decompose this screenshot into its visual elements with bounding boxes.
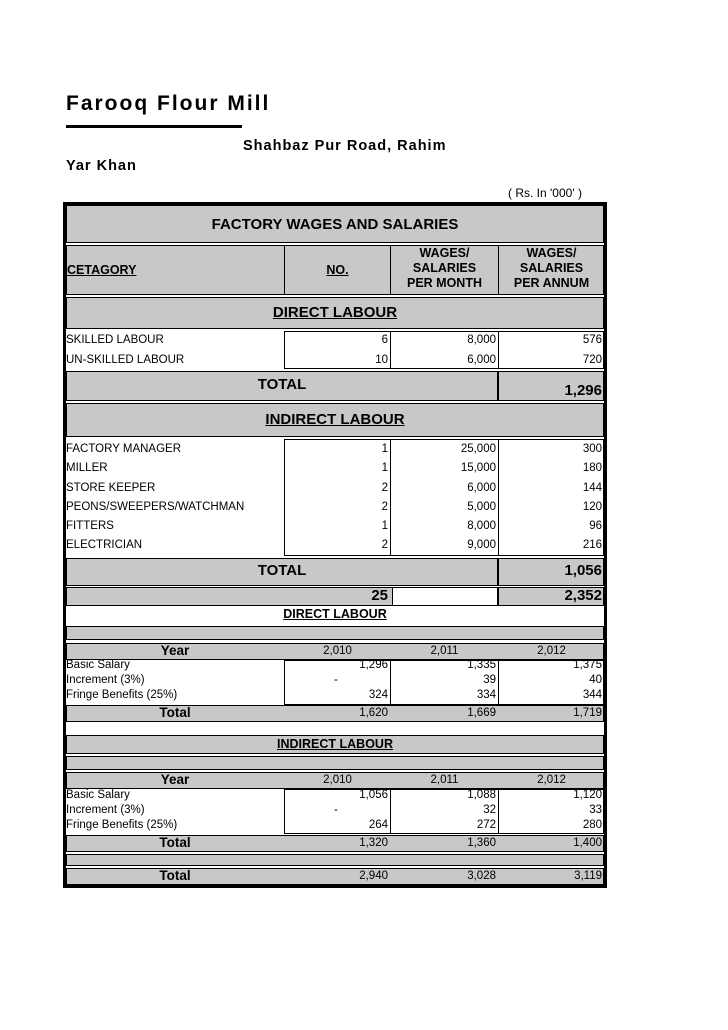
projection-indirect-total-label: Total bbox=[159, 835, 191, 850]
table-title: FACTORY WAGES AND SALARIES bbox=[211, 216, 459, 233]
overall-total-2011: 3,028 bbox=[467, 870, 496, 882]
grand-total-annum: 2,352 bbox=[564, 587, 602, 604]
address-line-2: Yar Khan bbox=[66, 158, 137, 174]
overall-total-2010: 2,940 bbox=[359, 870, 388, 882]
direct-total-value: 1,296 bbox=[564, 382, 602, 399]
column-category: CETAGORY bbox=[67, 263, 137, 277]
direct-total-label: TOTAL bbox=[257, 376, 307, 393]
indirect-total-label: TOTAL bbox=[257, 562, 307, 579]
column-per-annum: WAGES/ SALARIES PER ANNUM bbox=[513, 246, 590, 290]
address-line-1: Shahbaz Pur Road, Rahim bbox=[243, 138, 447, 154]
projection-direct-year-label: Year bbox=[160, 643, 190, 658]
direct-labour-title: DIRECT LABOUR bbox=[272, 304, 398, 321]
projection-indirect-title: INDIRECT LABOUR bbox=[277, 737, 393, 751]
units-note: ( Rs. In '000' ) bbox=[508, 186, 582, 200]
projection-direct-title: DIRECT LABOUR bbox=[283, 607, 387, 621]
column-no: NO. bbox=[326, 263, 349, 277]
column-per-month: WAGES/ SALARIES PER MONTH bbox=[407, 246, 482, 290]
projection-indirect-year-label: Year bbox=[160, 772, 190, 787]
overall-total-2012: 3,119 bbox=[574, 870, 602, 882]
indirect-total-value: 1,056 bbox=[564, 562, 602, 579]
grand-total-no: 25 bbox=[371, 587, 388, 604]
company-name: Farooq Flour Mill bbox=[66, 92, 271, 115]
company-underline bbox=[66, 125, 242, 128]
indirect-labour-title: INDIRECT LABOUR bbox=[265, 411, 405, 428]
overall-total-label: Total bbox=[159, 868, 191, 883]
projection-direct-total-label: Total bbox=[159, 705, 191, 720]
